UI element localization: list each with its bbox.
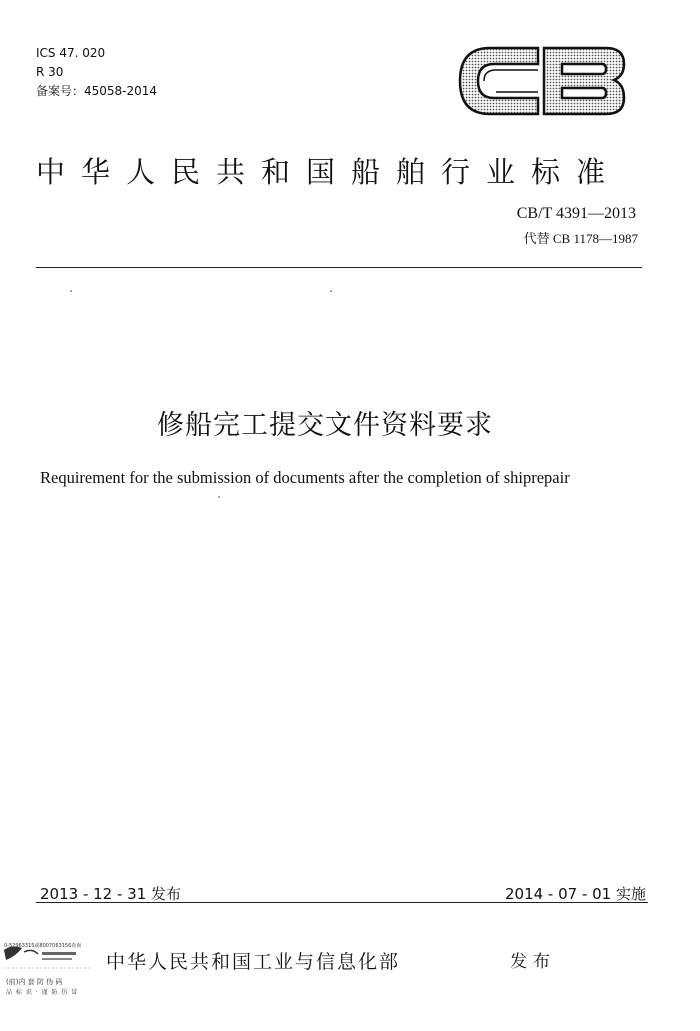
cb-logo-icon	[456, 42, 628, 120]
scan-speck	[218, 496, 220, 498]
standard-number: CB/T 4391—2013	[516, 205, 636, 222]
scan-speck	[330, 290, 332, 292]
anti-fake-text: (前)内 套 防 伪 码	[6, 978, 63, 986]
record-number: 备案号：45058-2014	[36, 84, 158, 98]
document-title: 修船完工提交文件资料要求	[157, 410, 493, 441]
header-meta	[36, 44, 157, 101]
classification-code: R 30	[36, 65, 64, 79]
issue-date: 2013 - 12 - 31 发布	[40, 885, 182, 903]
top-divider	[36, 267, 642, 268]
publisher-name: 中华人民共和国工业与信息化部	[106, 951, 401, 973]
standard-category-title: 中华人民共和国船舶行业标准	[36, 155, 622, 189]
replaces-standard: 代替 CB 1178—1987	[523, 231, 638, 246]
bottom-divider	[36, 902, 648, 903]
scan-speck	[70, 290, 72, 292]
document-subtitle: Requirement for the submission of documents after the completion of shiprepair	[40, 468, 570, 487]
ics-code: ICS 47. 020	[36, 46, 106, 60]
anti-fake-notice: 品 标 识 · 谨 防 仿 冒	[6, 989, 79, 996]
implementation-date: 2014 - 07 - 01 实施	[504, 885, 646, 903]
publish-label: 发布	[510, 952, 556, 972]
label-verification-code: 0-52963315或8007063156查询	[4, 943, 82, 949]
